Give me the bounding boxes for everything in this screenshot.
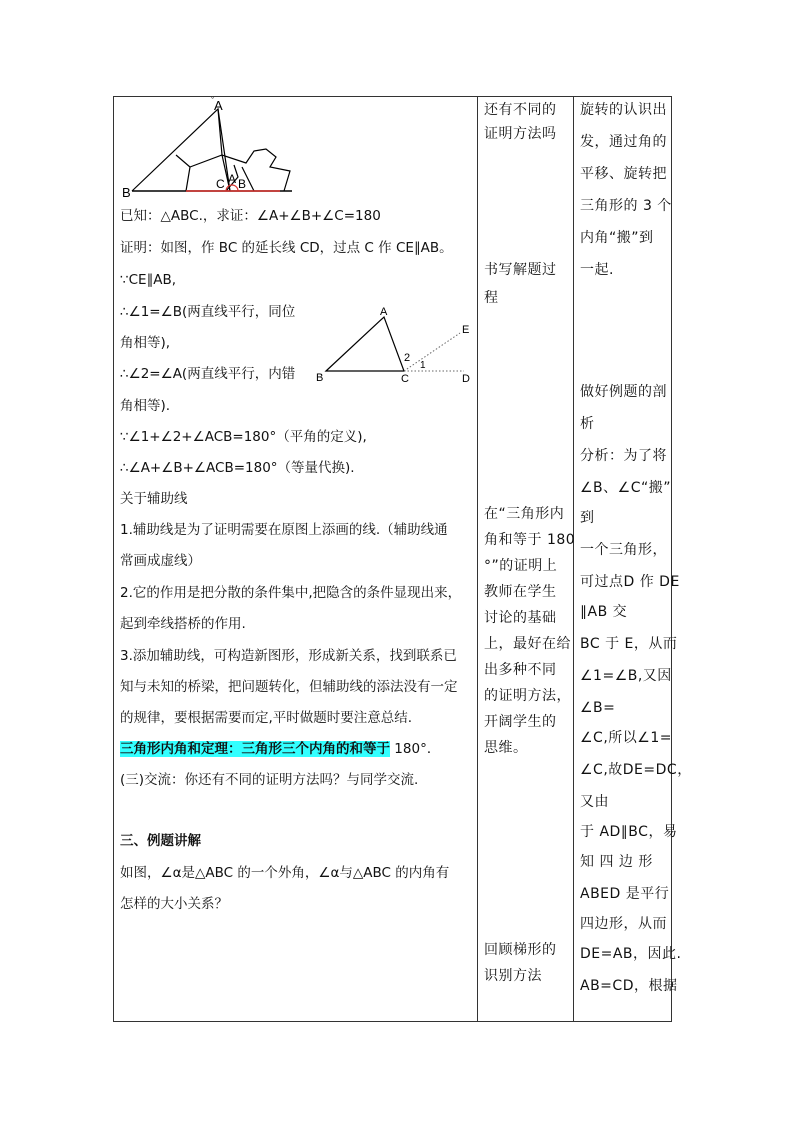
right-note-line: 一起. xyxy=(580,262,614,278)
fig1-label-B-right: B xyxy=(238,177,247,191)
fig2-label-E: E xyxy=(462,324,470,336)
fig1-label-A-bottom: A xyxy=(228,172,237,186)
given-line: 已知：△ABC.，求证：∠A+∠B+∠C=180 xyxy=(120,208,381,224)
teacher-notes-column xyxy=(478,97,576,1021)
exchange-line: (三)交流：你还有不同的证明方法吗？与同学交流. xyxy=(120,772,419,788)
right-note-line: ABED 是平行 xyxy=(580,886,670,902)
fig2-label-C: C xyxy=(401,373,409,385)
proof-figure xyxy=(314,305,476,387)
middle-note-line: 证明方法吗 xyxy=(484,126,557,142)
lesson-table xyxy=(113,96,692,1022)
theorem-statement xyxy=(120,740,440,758)
angle-rearrangement-figure xyxy=(114,97,314,197)
middle-note-line: 开阔学生的 xyxy=(484,714,557,730)
fig1-label-C: C xyxy=(216,177,225,191)
aux-line-text: 常画成虚线） xyxy=(120,553,201,569)
middle-note-line: 教师在学生 xyxy=(484,584,557,600)
middle-note-line: °”的证明上 xyxy=(484,558,558,574)
aux-line-text: 3.添加辅助线，可构造新图形，形成新关系，找到联系已 xyxy=(120,648,457,664)
right-note-line: ∠C,所以∠1= xyxy=(580,730,672,746)
fig2-label-D: D xyxy=(462,373,470,385)
right-note-line: 四边形，从而 xyxy=(580,916,667,932)
proof-line: ∵∠1+∠2+∠ACB=180°（平角的定义), xyxy=(120,429,367,445)
fig1-label-degree: ° xyxy=(211,97,215,104)
right-note-line: 于 AD∥BC，易 xyxy=(580,824,678,840)
fig2-label-2: 2 xyxy=(404,352,411,364)
right-note-line: 可过点D 作 DE xyxy=(580,574,680,590)
proof-line: ∴∠A+∠B+∠ACB=180°（等量代换). xyxy=(120,460,355,476)
fig2-label-B: B xyxy=(316,372,324,384)
right-note-line: ∠B= xyxy=(580,700,616,716)
right-note-line: ∥AB 交 xyxy=(580,604,628,620)
middle-note-line: 讨论的基础 xyxy=(484,610,557,626)
right-note-line: AB=CD，根据 xyxy=(580,978,678,994)
right-note-line: 旋转的认识出 xyxy=(580,102,667,118)
proof-line: ∵CE∥AB, xyxy=(120,272,177,288)
design-intent-column xyxy=(574,97,692,1021)
middle-note-line: 角和等于 180 xyxy=(484,532,576,548)
middle-note-line: 书写解题过 xyxy=(484,262,557,278)
middle-note-line: 回顾梯形的 xyxy=(484,942,557,958)
fig2-label-1: 1 xyxy=(420,360,426,371)
middle-note-line: 在“三角形内 xyxy=(484,506,565,522)
right-note-line: 分析：为了将 xyxy=(580,448,667,464)
fig1-label-B: B xyxy=(122,185,131,197)
right-note-line: 知 四 边 形 xyxy=(580,854,653,870)
proof-line: ∴∠2=∠A(两直线平行，内错 xyxy=(120,366,296,382)
right-note-line: 三角形的 3 个 xyxy=(580,198,672,214)
middle-note-line: 的证明方法， xyxy=(484,688,571,704)
middle-note-line: 思维。 xyxy=(484,740,528,756)
proof-line: ∴∠1=∠B(两直线平行，同位 xyxy=(120,304,296,320)
aux-line-heading: 关于辅助线 xyxy=(120,491,188,507)
right-note-line: ∠B、∠C“搬” xyxy=(580,480,671,496)
aux-line-text: 1.辅助线是为了证明需要在原图上添画的线.（辅助线通 xyxy=(120,522,448,538)
right-note-line: 到 xyxy=(580,510,595,526)
middle-note-line: 还有不同的 xyxy=(484,102,557,118)
aux-line-text: 起到牵线搭桥的作用. xyxy=(120,616,246,632)
proof-line: 证明：如图，作 BC 的延长线 CD，过点 C 作 CE∥AB。 xyxy=(120,240,453,256)
middle-note-line: 程 xyxy=(484,290,499,306)
proof-line: 角相等). xyxy=(120,398,171,414)
right-note-line: 做好例题的剖 xyxy=(580,384,667,400)
right-note-line: 又由 xyxy=(580,794,609,810)
middle-note-line: 出多种不同 xyxy=(484,662,557,678)
section-title: 三、例题讲解 xyxy=(120,833,201,849)
right-note-line: 内角“搬”到 xyxy=(580,230,654,246)
middle-note-line: 识别方法 xyxy=(484,968,542,984)
proof-line: 角相等), xyxy=(120,335,171,351)
content-column xyxy=(114,97,477,1021)
aux-line-text: 知与未知的桥梁，把问题转化，但辅助线的添法没有一定 xyxy=(120,679,458,695)
aux-line-text: 2.它的作用是把分散的条件集中,把隐含的条件显现出来， xyxy=(120,585,462,601)
example-line: 如图，∠α是△ABC 的一个外角，∠α与△ABC 的内角有 xyxy=(120,865,450,881)
aux-line-text: 的规律，要根据需要而定,平时做题时要注意总结. xyxy=(120,710,413,726)
right-note-line: 一个三角形， xyxy=(580,542,667,558)
right-note-line: ∠C,故DE=DC， xyxy=(580,762,692,778)
right-note-line: DE=AB，因此. xyxy=(580,946,682,962)
right-note-line: 平移、旋转把 xyxy=(580,166,667,182)
fig1-label-A-top: A xyxy=(214,98,223,113)
right-note-line: ∠1=∠B,又因 xyxy=(580,668,672,684)
example-line: 怎样的大小关系？ xyxy=(120,896,228,912)
right-note-line: 析 xyxy=(580,416,595,432)
theorem-highlight: 三角形内角和定理：三角形三个内角的和等于 xyxy=(120,741,390,757)
right-note-line: BC 于 E，从而 xyxy=(580,636,678,652)
theorem-tail: 180°． xyxy=(394,741,441,757)
middle-note-line: 上，最好在给 xyxy=(484,636,571,652)
fig2-label-A: A xyxy=(380,306,388,318)
right-note-line: 发，通过角的 xyxy=(580,134,667,150)
